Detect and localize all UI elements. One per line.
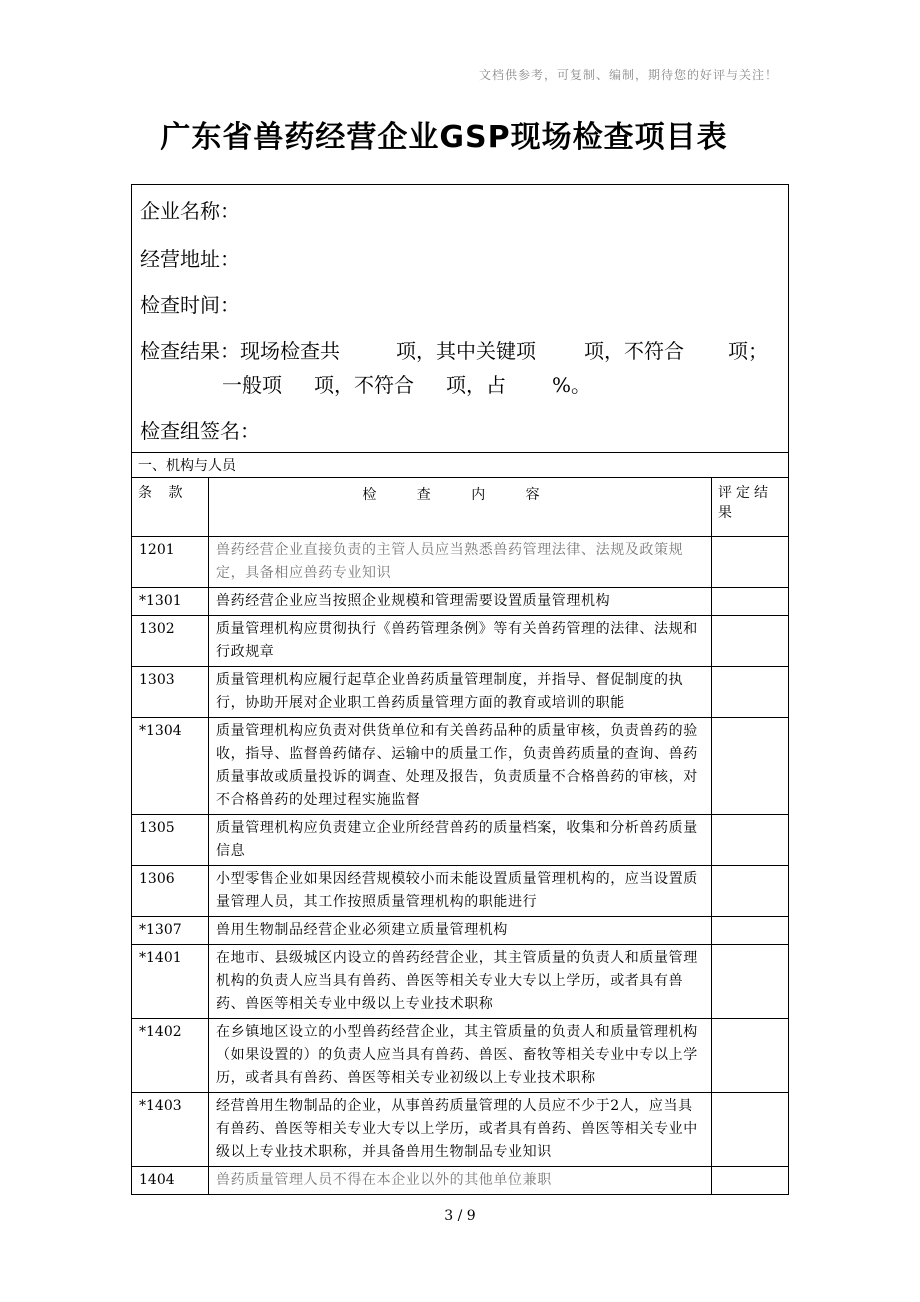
clause-code: 1306 [132, 866, 209, 917]
general-item2: 项，占 [446, 373, 506, 397]
result-cell[interactable] [712, 616, 789, 667]
check-content: 在乡镇地区设立的小型兽药经营企业，其主管质量的负责人和质量管理机构（如果设置的）的负责人应当具有兽药、兽医、畜牧等相关专业中专以上学历，或者具有兽药、兽医等相关专业初级以上专业技术职称 [209, 1019, 712, 1093]
clause-code: *1301 [132, 588, 209, 616]
check-content: 小型零售企业如果因经营规模较小而未能设置质量管理机构的，应当设置质量管理人员，其工作按照质量管理机构的职能进行 [209, 866, 712, 917]
result-cell[interactable] [712, 1167, 789, 1195]
check-content: 兽药经营企业应当按照企业规模和管理需要设置质量管理机构 [209, 588, 712, 616]
inspection-table [131, 184, 789, 1195]
page-number: 3 / 9 [444, 1208, 476, 1224]
result-cell[interactable] [712, 1019, 789, 1093]
signature-label: 检查组签名： [140, 419, 260, 443]
inspect-time-label: 检查时间： [140, 293, 240, 317]
result-line [140, 339, 788, 363]
clause-code: *1304 [132, 718, 209, 815]
clause-code: 1305 [132, 815, 209, 866]
clause-code: 1303 [132, 667, 209, 718]
clause-code: *1307 [132, 917, 209, 945]
result-item2: 项，不符合 [584, 339, 684, 363]
check-content: 经营兽用生物制品的企业，从事兽药质量管理的人员应不少于2人，应当具有兽药、兽医等相关专业大专以上学历，或者具有兽药、兽医等相关专业中级以上专业技术职称，并具备兽用生物制品专业知识 [209, 1093, 712, 1167]
company-name-label: 企业名称： [140, 199, 240, 223]
general-label: 一般项 [222, 373, 282, 397]
result-item3: 项； [728, 339, 768, 363]
result-cell[interactable] [712, 815, 789, 866]
table-row [132, 917, 789, 945]
general-item1: 项，不符合 [314, 373, 414, 397]
general-item3: %。 [552, 373, 592, 397]
check-content: 兽药经营企业直接负责的主管人员应当熟悉兽药管理法律、法规及政策规定，具备相应兽药专业知识 [209, 537, 712, 588]
table-row [132, 718, 789, 815]
document-title: 广东省兽药经营企业GSP现场检查项目表 [160, 120, 728, 155]
header-result: 评定结果 [712, 478, 789, 537]
clause-code: 1404 [132, 1167, 209, 1195]
address-label: 经营地址： [140, 247, 240, 271]
header-row [132, 478, 789, 537]
result-cell[interactable] [712, 588, 789, 616]
table-row [132, 616, 789, 667]
table-body [132, 537, 789, 1195]
table-row [132, 815, 789, 866]
table-row [132, 537, 789, 588]
check-content: 兽用生物制品经营企业必须建立质量管理机构 [209, 917, 712, 945]
table-row [132, 667, 789, 718]
table-row [132, 588, 789, 616]
result-label: 检查结果：现场检查共 [140, 339, 340, 363]
result-item1: 项，其中关键项 [396, 339, 536, 363]
result-cell[interactable] [712, 917, 789, 945]
result-cell[interactable] [712, 945, 789, 1019]
result-cell[interactable] [712, 667, 789, 718]
watermark-text: 文档供参考，可复制、编制，期待您的好评与关注！ [478, 68, 778, 82]
result-cell[interactable] [712, 537, 789, 588]
result-cell[interactable] [712, 1093, 789, 1167]
clause-code: 1302 [132, 616, 209, 667]
check-content: 质量管理机构应负责建立企业所经营兽药的质量档案，收集和分析兽药质量信息 [209, 815, 712, 866]
check-content: 质量管理机构应履行起草企业兽药质量管理制度，并指导、督促制度的执行，协助开展对企业职工兽药质量管理方面的教育或培训的职能 [209, 667, 712, 718]
table-row [132, 1093, 789, 1167]
check-content: 兽药质量管理人员不得在本企业以外的其他单位兼职 [209, 1167, 712, 1195]
check-content: 质量管理机构应贯彻执行《兽药管理条例》等有关兽药管理的法律、法规和行政规章 [209, 616, 712, 667]
header-clause: 条 款 [132, 478, 209, 537]
table-row [132, 945, 789, 1019]
table-row [132, 1019, 789, 1093]
clause-code: *1403 [132, 1093, 209, 1167]
result-cell[interactable] [712, 718, 789, 815]
header-content: 检 查 内 容 [209, 478, 712, 537]
section-title: 一、机构与人员 [132, 453, 789, 478]
clause-code: *1402 [132, 1019, 209, 1093]
clause-code: 1201 [132, 537, 209, 588]
result-cell[interactable] [712, 866, 789, 917]
table-row [132, 866, 789, 917]
info-block [132, 185, 789, 453]
check-content: 在地市、县级城区内设立的兽药经营企业，其主管质量的负责人和质量管理机构的负责人应当具有兽药、兽医等相关专业大专以上学历，或者具有兽药、兽医等相关专业中级以上专业技术职称 [209, 945, 712, 1019]
clause-code: *1401 [132, 945, 209, 1019]
check-content: 质量管理机构应负责对供货单位和有关兽药品种的质量审核，负责兽药的验收，指导、监督兽药储存、运输中的质量工作，负责兽药质量的查询、兽药质量事故或质量投诉的调查、处理及报告，负责质量不合格兽药的审核，对不合格兽药的处理过程实施监督 [209, 718, 712, 815]
table-row [132, 1167, 789, 1195]
general-line [140, 373, 788, 397]
